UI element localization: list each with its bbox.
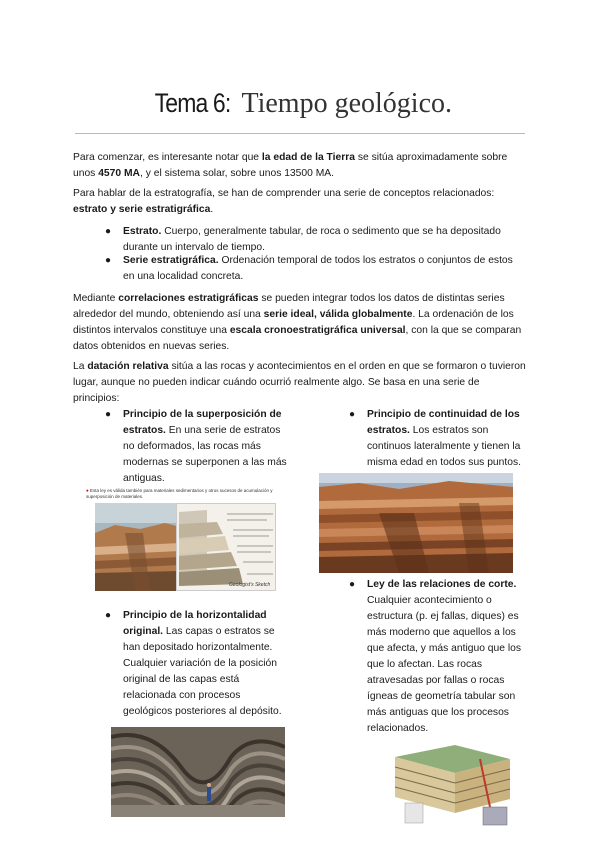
correl-bold-3: escala cronoestratigráfica universal [229,325,406,336]
fault-block-diagram [385,737,515,829]
strat-text-1: Para hablar de la estratografía, se han de comprender una serie de conceptos relacionados: [73,188,495,199]
dating-text-1: La [73,361,88,372]
figure-note [86,488,298,500]
definition-term: Serie estratigráfica. [123,255,219,266]
figure-caption: Geologist's Sketch [229,582,271,588]
bullet-icon: ● [105,610,112,621]
correl-text-4: , con la que se comparan datos obtenidos en nuevas series. [73,325,522,352]
dating-paragraph [73,359,528,407]
correl-text-2: se pueden integrar todos los datos de distintas series alrededor del mundo, obteniendo así una [73,293,505,320]
principle-text: Cualquier acontecimiento o estructura (p. ej fallas, diques) es más moderno que aquellos a los que afecta, y más antiguo que los que lo afectan. Las rocas atravesadas por fallas o rocas ígneas de geometría tabular son más antiguas que los procesos relacionados. [367,595,521,734]
principle-text: Los estratos son continuos lateralmente y tienen la misma edad en todos sus puntos. [367,425,521,468]
page-title [0,88,600,120]
title-divider [75,133,525,134]
intro-paragraph [73,150,528,182]
principle-superposicion [105,407,288,487]
geologist-sketch [176,503,276,591]
dating-text-2: sitúa a las rocas y acontecimientos en el orden en que se formaron o tuvieron lugar, aunque no pueden indicar cuándo ocurrió realmente algo. Se basa en una serie de principios: [73,361,526,404]
definition-text: Ordenación temporal de todos los estratos o conjuntos de estos en una localidad concreta. [123,255,513,282]
intro-bold-1: la edad de la Tierra [261,152,355,163]
principle-term: Principio de la horizontalidad original. [123,610,267,637]
figure-note-text: Esta ley es válida también para materiales sedimentarios y otros sucesos de acumulación y superposición de materiales. [86,488,273,499]
correl-bold-2: serie ideal, válida globalmente [263,309,413,320]
correl-text-3: . La ordenación de los distintos intervalos constituye una [73,309,514,336]
dating-bold-1: datación relativa [87,361,169,372]
correlations-paragraph [73,291,528,355]
stratigraphy-paragraph [73,186,528,218]
principle-term: Principio de continuidad de los estratos. [367,409,520,436]
definition-term: Estrato. [123,226,162,237]
title-main: Tiempo geológico. [241,88,453,119]
bullet-icon: ● [349,579,356,590]
bullet-icon: ● [86,488,90,493]
canyon-photo-small [95,503,180,591]
bullet-icon: ● [105,409,112,420]
principle-text: En una serie de estratos no deformados, las rocas más modernas se superponen a las más antiguas. [123,425,287,484]
principle-horizontalidad [105,608,288,720]
principle-corte [349,577,527,737]
bullet-icon: ● [349,409,356,420]
canyon-photo-large [319,473,513,573]
correl-bold-1: correlaciones estratigráficas [118,293,259,304]
definition-serie [105,253,523,285]
correl-text-1: Mediante [73,293,119,304]
principle-term: Principio de la superposición de estratos. [123,409,282,436]
strat-text-2: . [210,204,214,215]
intro-text-1: Para comenzar, es interesante notar que [73,152,262,163]
intro-text-2: se sitúa aproximadamente sobre unos [73,152,508,179]
intro-text-3: , y el sistema solar, sobre unos 13500 MA. [139,168,335,179]
principle-term: Ley de las relaciones de corte. [367,579,517,590]
title-label: Tema 6: [154,88,231,118]
strat-bold-1: estrato y serie estratigráfica [73,204,211,215]
folded-strata-photo [111,727,285,817]
definition-estrato [105,224,523,256]
intro-bold-2: 4570 MA [98,168,140,179]
definition-text: Cuerpo, generalmente tabular, de roca o sedimento que se ha depositado durante un intervalo de tiempo. [123,226,501,253]
bullet-icon: ● [105,226,112,237]
bullet-icon: ● [105,255,112,266]
principle-continuidad [349,407,527,471]
principle-text: Las capas o estratos se han depositado horizontalmente. Cualquier variación de la posición original de las capas está relacionada con procesos geológicos posteriores al depósito. [123,626,282,717]
